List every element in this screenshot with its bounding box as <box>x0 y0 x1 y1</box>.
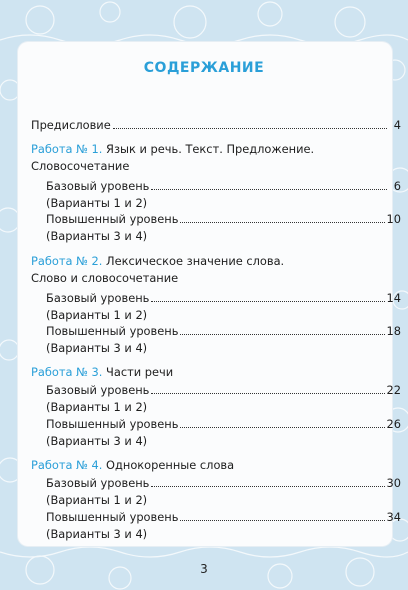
leader-dots <box>151 290 384 302</box>
entry-page: 26 <box>386 417 401 431</box>
toc-title: СОДЕРЖАНИЕ <box>143 60 265 76</box>
work-number: Работа № 2. <box>31 254 103 268</box>
entry-page: 30 <box>386 476 401 490</box>
entry-variants: (Варианты 1 и 2) <box>46 400 148 414</box>
work-title-line: Однокоренные слова <box>106 458 235 472</box>
entry-variants: (Варианты 1 и 2) <box>46 196 148 210</box>
work-number: Работа № 4. <box>31 458 103 472</box>
toc-entry-preface <box>31 116 401 134</box>
entry-variants: (Варианты 3 и 4) <box>46 434 148 448</box>
leader-dots <box>113 117 387 129</box>
page-number: 3 <box>200 562 208 576</box>
work-number: Работа № 1. <box>31 142 103 156</box>
leader-dots <box>180 509 384 521</box>
toc-entry <box>46 322 401 340</box>
entry-variants: (Варианты 1 и 2) <box>46 493 148 507</box>
toc-entry <box>46 415 401 433</box>
work-title-line: Словосочетание <box>31 159 130 173</box>
entry-label: Повышенный уровень <box>46 324 179 338</box>
work-title-line: Части речи <box>106 365 174 379</box>
leader-dots <box>180 323 384 335</box>
toc-entry <box>46 289 401 307</box>
leader-dots <box>151 382 384 394</box>
toc-entry <box>46 381 401 399</box>
entry-variants: (Варианты 3 и 4) <box>46 229 148 243</box>
toc-entry <box>46 210 401 228</box>
entry-page: 22 <box>386 383 401 397</box>
entry-page: 6 <box>393 179 401 193</box>
work-heading <box>31 456 234 474</box>
entry-page: 4 <box>393 118 401 132</box>
entry-label: Базовый уровень <box>46 291 150 305</box>
entry-label: Базовый уровень <box>46 383 150 397</box>
work-heading <box>31 252 284 270</box>
entry-label: Повышенный уровень <box>46 212 179 226</box>
toc-entry <box>46 474 401 492</box>
leader-dots <box>180 211 384 223</box>
entry-label: Базовый уровень <box>46 179 150 193</box>
leader-dots <box>180 416 384 428</box>
entry-page: 18 <box>386 324 401 338</box>
entry-variants: (Варианты 1 и 2) <box>46 308 148 322</box>
entry-label: Предисловие <box>31 118 111 132</box>
entry-variants: (Варианты 3 и 4) <box>46 527 148 541</box>
leader-dots <box>151 475 384 487</box>
work-heading <box>31 363 173 381</box>
work-number: Работа № 3. <box>31 365 103 379</box>
entry-label: Базовый уровень <box>46 476 150 490</box>
toc-entry <box>46 177 401 195</box>
work-title-line: Слово и словосочетание <box>31 271 179 285</box>
toc-entry <box>46 508 401 526</box>
entry-variants: (Варианты 3 и 4) <box>46 341 148 355</box>
work-heading <box>31 140 314 158</box>
entry-page: 14 <box>386 291 401 305</box>
work-title-line: Лексическое значение слова. <box>106 254 285 268</box>
entry-label: Повышенный уровень <box>46 510 179 524</box>
leader-dots <box>151 178 387 190</box>
work-title-line: Язык и речь. Текст. Предложение. <box>106 142 315 156</box>
entry-page: 34 <box>386 510 401 524</box>
entry-label: Повышенный уровень <box>46 417 179 431</box>
entry-page: 10 <box>386 212 401 226</box>
